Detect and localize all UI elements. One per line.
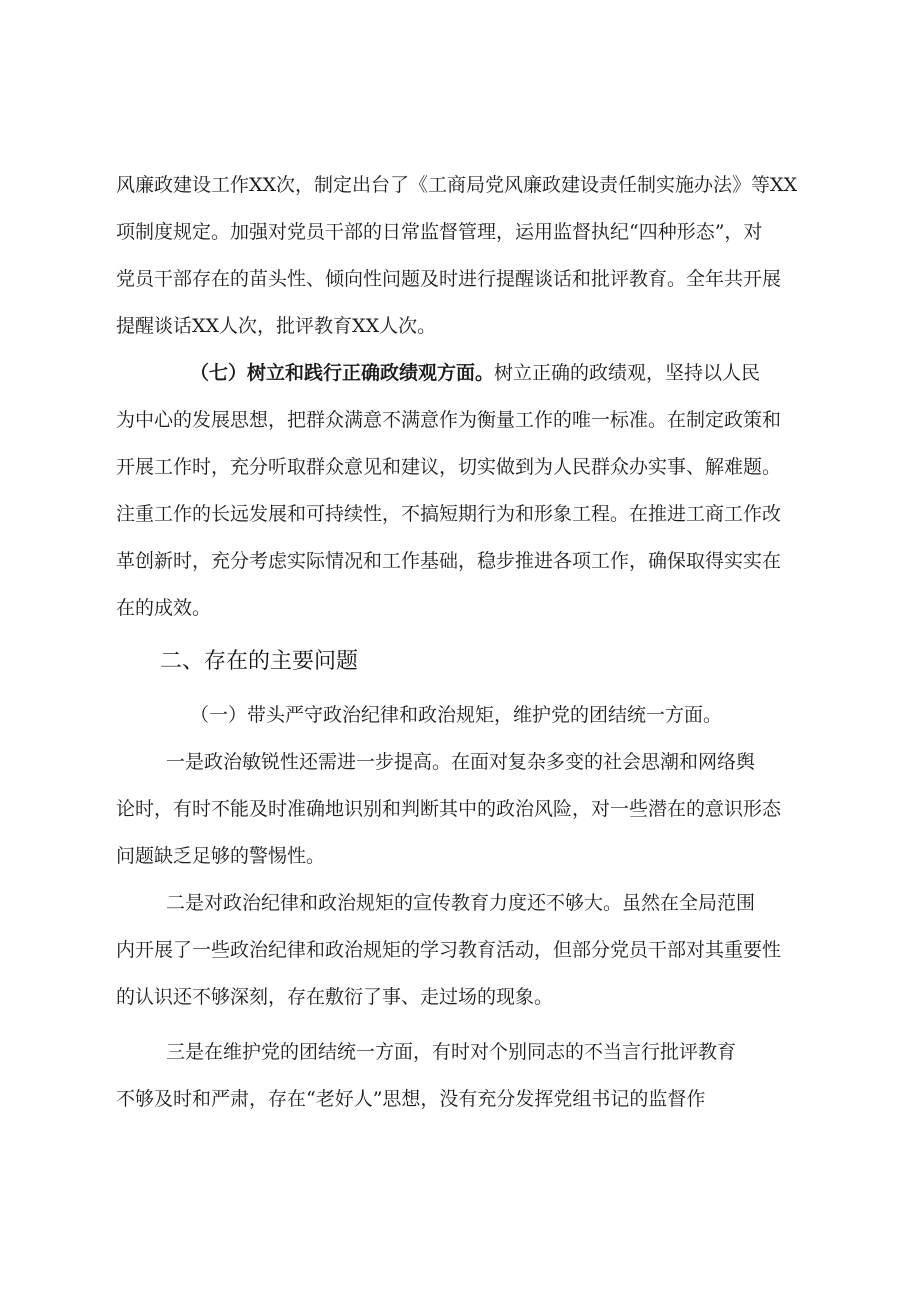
text-line: 注重工作的长远发展和可持续性，不搞短期行为和形象工程。在推进工商工作改 bbox=[116, 503, 782, 525]
text-line: 项制度规定。加强对党员干部的日常监督管理，运用监督执纪“四种形态”，对 bbox=[116, 221, 763, 243]
text-line: 提醒谈话XX人次，批评教育XX人次。 bbox=[116, 315, 437, 337]
text-line: 为中心的发展思想，把群众满意不满意作为衡量工作的唯一标准。在制定政策和 bbox=[116, 409, 782, 431]
text-line: 革创新时，充分考虑实际情况和工作基础，稳步推进各项工作，确保取得实实在 bbox=[116, 550, 782, 572]
text-line: 党员干部存在的苗头性、倾向性问题及时进行提醒谈话和批评教育。全年共开展 bbox=[116, 268, 782, 290]
text-line: 论时，有时不能及时准确地识别和判断其中的政治风险，对一些潜在的意识形态 bbox=[116, 798, 782, 820]
text-line: 二是对政治纪律和政治规矩的宣传教育力度还不够大。虽然在全局范围 bbox=[166, 892, 756, 914]
text-line: 三是在维护党的团结统一方面，有时对个别同志的不当言行批评教育 bbox=[166, 1041, 737, 1063]
section-paragraph bbox=[190, 361, 920, 385]
text-line: 的认识还不够深刻，存在敷衍了事、走过场的现象。 bbox=[116, 986, 554, 1008]
text-span: 树立正确的政绩观，坚持以人民 bbox=[494, 362, 761, 384]
text-line: 问题缺乏足够的警惕性。 bbox=[116, 845, 326, 867]
text-line: 内开展了一些政治纪律和政治规矩的学习教育活动，但部分党员干部对其重要性 bbox=[116, 939, 782, 961]
text-line: 不够及时和严肃，存在“老好人”思想，没有充分发挥党组书记的监督作 bbox=[116, 1088, 706, 1110]
text-line: 一是政治敏锐性还需进一步提高。在面对复杂多变的社会思潮和网络舆 bbox=[166, 751, 756, 773]
section-heading: 二、存在的主要问题 bbox=[160, 649, 359, 674]
subsection-heading: （一）带头严守政治纪律和政治规矩，维护党的团结统一方面。 bbox=[190, 704, 723, 726]
text-line: 开展工作时，充分听取群众意见和建议，切实做到为人民群众办实事、解难题。 bbox=[116, 456, 782, 478]
text-line: 风廉政建设工作XX次，制定出台了《工商局党风廉政建设责任制实施办法》等XX bbox=[116, 174, 798, 196]
text-line: 在的成效。 bbox=[116, 597, 212, 619]
subsection-heading: （七）树立和践行正确政绩观方面。 bbox=[190, 362, 495, 384]
